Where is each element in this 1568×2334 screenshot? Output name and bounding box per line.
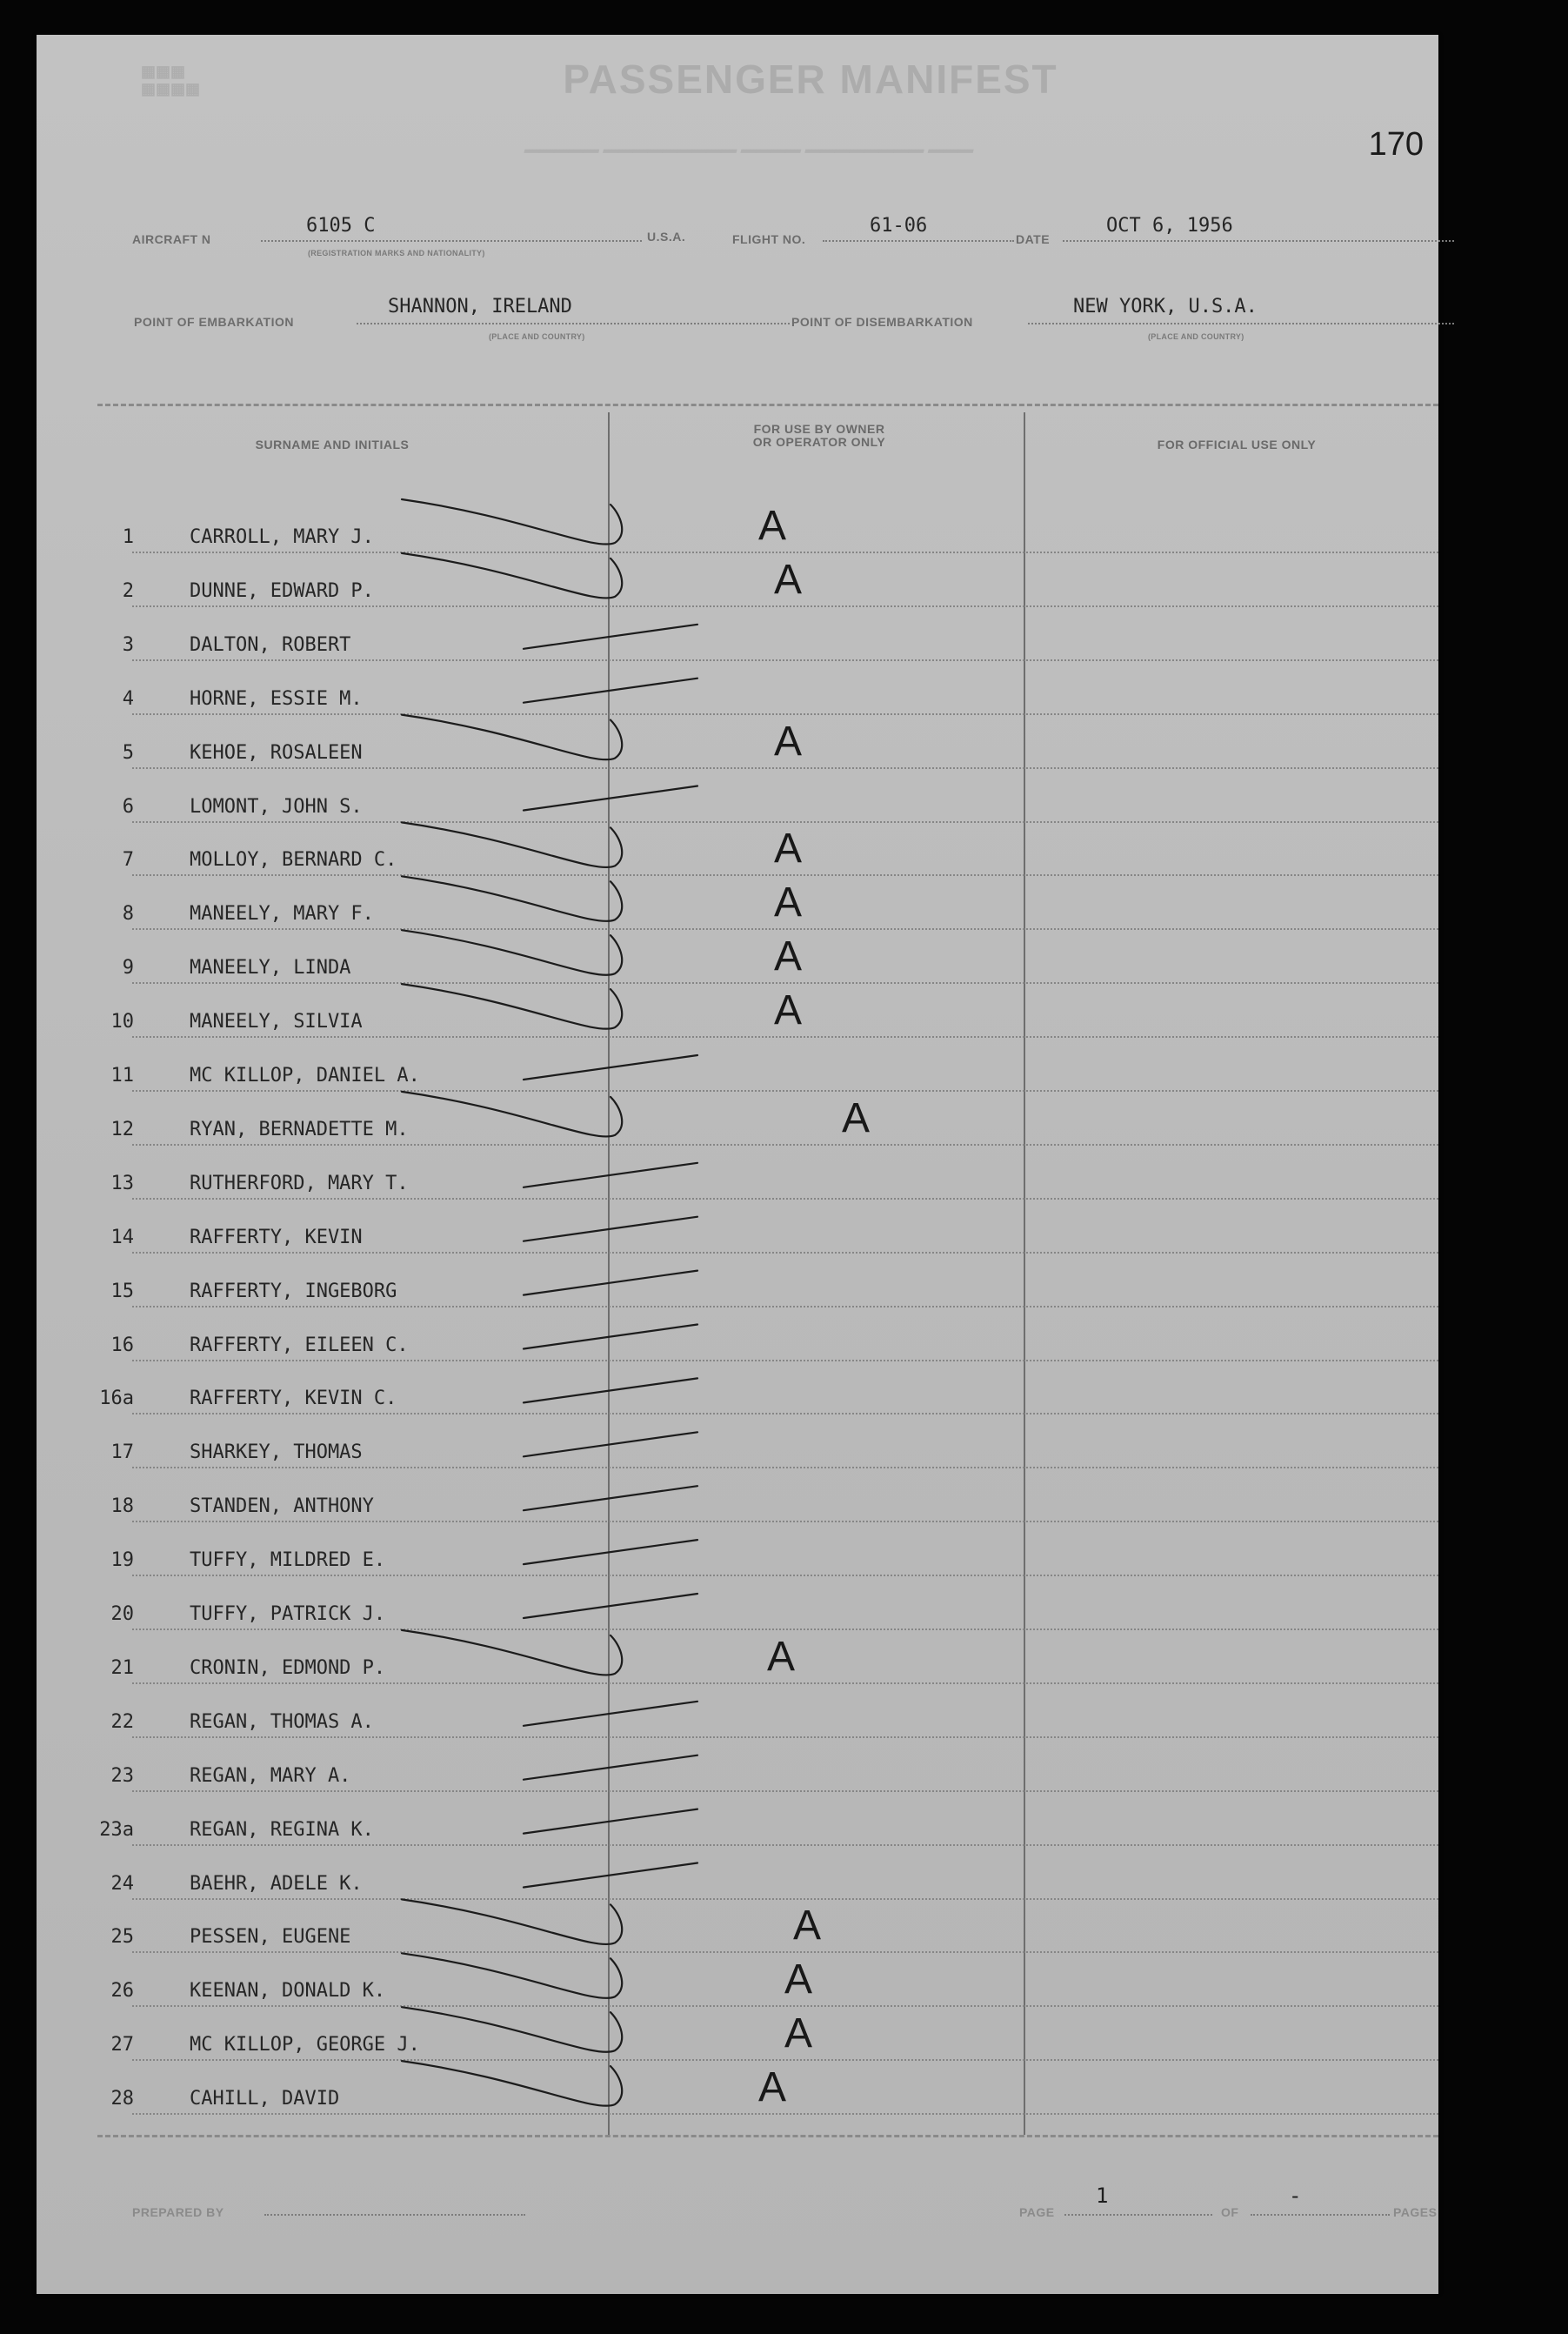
passenger-name: DUNNE, EDWARD P. xyxy=(190,579,374,602)
passenger-name: CRONIN, EDMOND P. xyxy=(190,1656,386,1679)
passenger-row xyxy=(97,1630,1438,1684)
passenger-name: CARROLL, MARY J. xyxy=(190,526,374,548)
embarkation-label: POINT OF EMBARKATION xyxy=(134,315,294,329)
passenger-number: 28 xyxy=(110,2088,134,2110)
passenger-row xyxy=(97,769,1438,823)
nationality-label: U.S.A. xyxy=(647,230,686,244)
passenger-number: 15 xyxy=(110,1280,134,1302)
table-bottom-rule xyxy=(97,2135,1438,2137)
passenger-number: 18 xyxy=(110,1495,134,1518)
owner-mark: A xyxy=(758,2064,787,2111)
passenger-number: 17 xyxy=(110,1441,134,1464)
form-subtitle-faint: ▁▁▁▁▁ ▁▁▁▁▁▁▁▁▁ ▁▁▁▁ ▁▁▁▁▁▁▁▁ ▁▁▁ xyxy=(525,130,974,152)
disembarkation-line xyxy=(1028,323,1454,324)
passenger-name: REGAN, MARY A. xyxy=(190,1764,351,1787)
passenger-row xyxy=(97,984,1438,1038)
passenger-name: CAHILL, DAVID xyxy=(190,2088,340,2110)
passenger-name: MANEELY, MARY F. xyxy=(190,903,374,926)
owner-mark: A xyxy=(793,1903,822,1949)
passenger-name: RAFFERTY, KEVIN C. xyxy=(190,1388,397,1410)
passenger-name: MC KILLOP, DANIEL A. xyxy=(190,1065,420,1087)
passenger-row xyxy=(97,1200,1438,1254)
passenger-name: HORNE, ESSIE M. xyxy=(190,687,363,710)
passenger-row xyxy=(97,715,1438,769)
passenger-row xyxy=(97,1092,1438,1146)
passenger-name: KEENAN, DONALD K. xyxy=(190,1980,386,2003)
passenger-row xyxy=(97,1899,1438,1953)
passenger-row xyxy=(97,930,1438,984)
passenger-name: REGAN, THOMAS A. xyxy=(190,1710,374,1733)
passenger-name: MC KILLOP, GEORGE J. xyxy=(190,2034,420,2056)
passenger-name: RYAN, BERNADETTE M. xyxy=(190,1118,409,1140)
passenger-row xyxy=(97,1792,1438,1846)
passenger-row xyxy=(97,607,1438,661)
passenger-row xyxy=(97,1576,1438,1630)
owner-mark: A xyxy=(774,718,803,765)
embarkation-value: SHANNON, IRELAND xyxy=(388,296,572,318)
passenger-row xyxy=(97,1414,1438,1468)
passenger-number: 25 xyxy=(110,1926,134,1949)
aircraft-caption: (REGISTRATION MARKS AND NATIONALITY) xyxy=(308,249,485,257)
passenger-row xyxy=(97,1846,1438,1900)
of-line xyxy=(1251,2214,1390,2216)
page-line xyxy=(1064,2214,1212,2216)
passenger-row xyxy=(97,1468,1438,1522)
passenger-name: DALTON, ROBERT xyxy=(190,633,351,656)
passenger-row xyxy=(97,1038,1438,1092)
passenger-number: 1 xyxy=(122,526,134,548)
passenger-name: RAFFERTY, EILEEN C. xyxy=(190,1334,409,1356)
pages-label: PAGES xyxy=(1393,2205,1438,2219)
passenger-row xyxy=(97,1307,1438,1361)
passenger-number: 22 xyxy=(110,1710,134,1733)
embarkation-caption: (PLACE AND COUNTRY) xyxy=(489,332,585,341)
owner-mark: A xyxy=(784,1956,813,2003)
passenger-row xyxy=(97,499,1438,553)
passenger-row xyxy=(97,1254,1438,1307)
prepared-by-label: PREPARED BY xyxy=(132,2205,224,2219)
owner-mark: A xyxy=(774,933,803,980)
disembarkation-caption: (PLACE AND COUNTRY) xyxy=(1148,332,1244,341)
passenger-name: RAFFERTY, KEVIN xyxy=(190,1226,363,1248)
manifest-sheet xyxy=(37,35,1438,2294)
aircraft-label: AIRCRAFT N xyxy=(132,232,211,246)
passenger-row xyxy=(97,1953,1438,2007)
passenger-number: 2 xyxy=(122,579,134,602)
owner-mark: A xyxy=(774,987,803,1034)
disembarkation-value: NEW YORK, U.S.A. xyxy=(1073,296,1258,318)
passenger-name: SHARKEY, THOMAS xyxy=(190,1441,363,1464)
form-title: PASSENGER MANIFEST xyxy=(563,57,1058,102)
passenger-number: 16a xyxy=(99,1388,134,1410)
passenger-number: 3 xyxy=(122,633,134,656)
passenger-number: 10 xyxy=(110,1011,134,1033)
passenger-number: 21 xyxy=(110,1656,134,1679)
passenger-name: RUTHERFORD, MARY T. xyxy=(190,1172,409,1194)
page-number: 170 xyxy=(1368,126,1424,163)
page-label: PAGE xyxy=(1019,2205,1055,2219)
owner-mark: A xyxy=(758,503,787,549)
owner-mark: A xyxy=(774,879,803,926)
passenger-number: 20 xyxy=(110,1603,134,1625)
owner-mark: A xyxy=(842,1094,871,1141)
column-header-owner xyxy=(697,423,941,449)
flight-value: 61-06 xyxy=(870,215,928,237)
column-header-owner-line2: OR OPERATOR ONLY xyxy=(752,435,886,449)
faint-logo-stamp: ▦▦▦ ▦▦▦▦ xyxy=(141,63,201,97)
passenger-number: 4 xyxy=(122,687,134,710)
passenger-row xyxy=(97,822,1438,876)
owner-mark: A xyxy=(767,1633,796,1680)
of-value: - xyxy=(1289,2184,1302,2208)
column-header-surname: SURNAME AND INITIALS xyxy=(255,438,410,451)
passenger-name: PESSEN, EUGENE xyxy=(190,1926,351,1949)
page-value: 1 xyxy=(1096,2184,1109,2208)
date-value: OCT 6, 1956 xyxy=(1106,215,1233,237)
passenger-name: STANDEN, ANTHONY xyxy=(190,1495,374,1518)
column-header-owner-line1: FOR USE BY OWNER xyxy=(753,422,885,436)
passenger-number: 27 xyxy=(110,2034,134,2056)
passenger-number: 7 xyxy=(122,849,134,872)
passenger-name: REGAN, REGINA K. xyxy=(190,1818,374,1841)
passenger-number: 13 xyxy=(110,1172,134,1194)
passenger-row xyxy=(97,2007,1438,2061)
passenger-name: BAEHR, ADELE K. xyxy=(190,1872,363,1895)
owner-mark: A xyxy=(774,826,803,873)
passenger-number: 14 xyxy=(110,1226,134,1248)
passenger-name: RAFFERTY, INGEBORG xyxy=(190,1280,397,1302)
passenger-name: MOLLOY, BERNARD C. xyxy=(190,849,397,872)
passenger-name: MANEELY, SILVIA xyxy=(190,1011,363,1033)
passenger-number: 23 xyxy=(110,1764,134,1787)
passenger-number: 9 xyxy=(122,957,134,980)
passenger-row xyxy=(97,1684,1438,1738)
passenger-row xyxy=(97,1146,1438,1200)
passenger-number: 26 xyxy=(110,1980,134,2003)
column-header-official: FOR OFFICIAL USE ONLY xyxy=(1157,438,1317,451)
passenger-number: 5 xyxy=(122,741,134,764)
aircraft-line xyxy=(261,240,642,242)
passenger-row xyxy=(97,1738,1438,1792)
date-line xyxy=(1063,240,1454,242)
aircraft-value: 6105 C xyxy=(306,215,376,237)
row-rule xyxy=(132,2113,1438,2115)
passenger-number: 12 xyxy=(110,1118,134,1140)
passenger-row xyxy=(97,2061,1438,2115)
owner-mark: A xyxy=(784,2010,813,2057)
of-label: OF xyxy=(1221,2205,1239,2219)
passenger-row xyxy=(97,1361,1438,1414)
passenger-row xyxy=(97,1522,1438,1576)
passenger-number: 8 xyxy=(122,903,134,926)
prepared-by-line xyxy=(264,2214,525,2216)
passenger-row xyxy=(97,876,1438,930)
embarkation-line xyxy=(357,323,790,324)
passenger-name: TUFFY, MILDRED E. xyxy=(190,1549,386,1572)
passenger-number: 16 xyxy=(110,1334,134,1356)
flight-label: FLIGHT NO. xyxy=(732,232,806,246)
passenger-name: TUFFY, PATRICK J. xyxy=(190,1603,386,1625)
passenger-row xyxy=(97,553,1438,607)
passenger-row xyxy=(97,661,1438,715)
flight-line xyxy=(823,240,1014,242)
passenger-name: LOMONT, JOHN S. xyxy=(190,795,363,818)
passenger-number: 23a xyxy=(99,1818,134,1841)
passenger-number: 24 xyxy=(110,1872,134,1895)
disembarkation-label: POINT OF DISEMBARKATION xyxy=(791,315,973,329)
passenger-number: 11 xyxy=(110,1065,134,1087)
passenger-number: 6 xyxy=(122,795,134,818)
passenger-name: MANEELY, LINDA xyxy=(190,957,351,980)
table-top-rule xyxy=(97,404,1438,406)
owner-mark: A xyxy=(774,556,803,603)
passenger-number: 19 xyxy=(110,1549,134,1572)
passenger-name: KEHOE, ROSALEEN xyxy=(190,741,363,764)
date-label: DATE xyxy=(1016,232,1051,246)
